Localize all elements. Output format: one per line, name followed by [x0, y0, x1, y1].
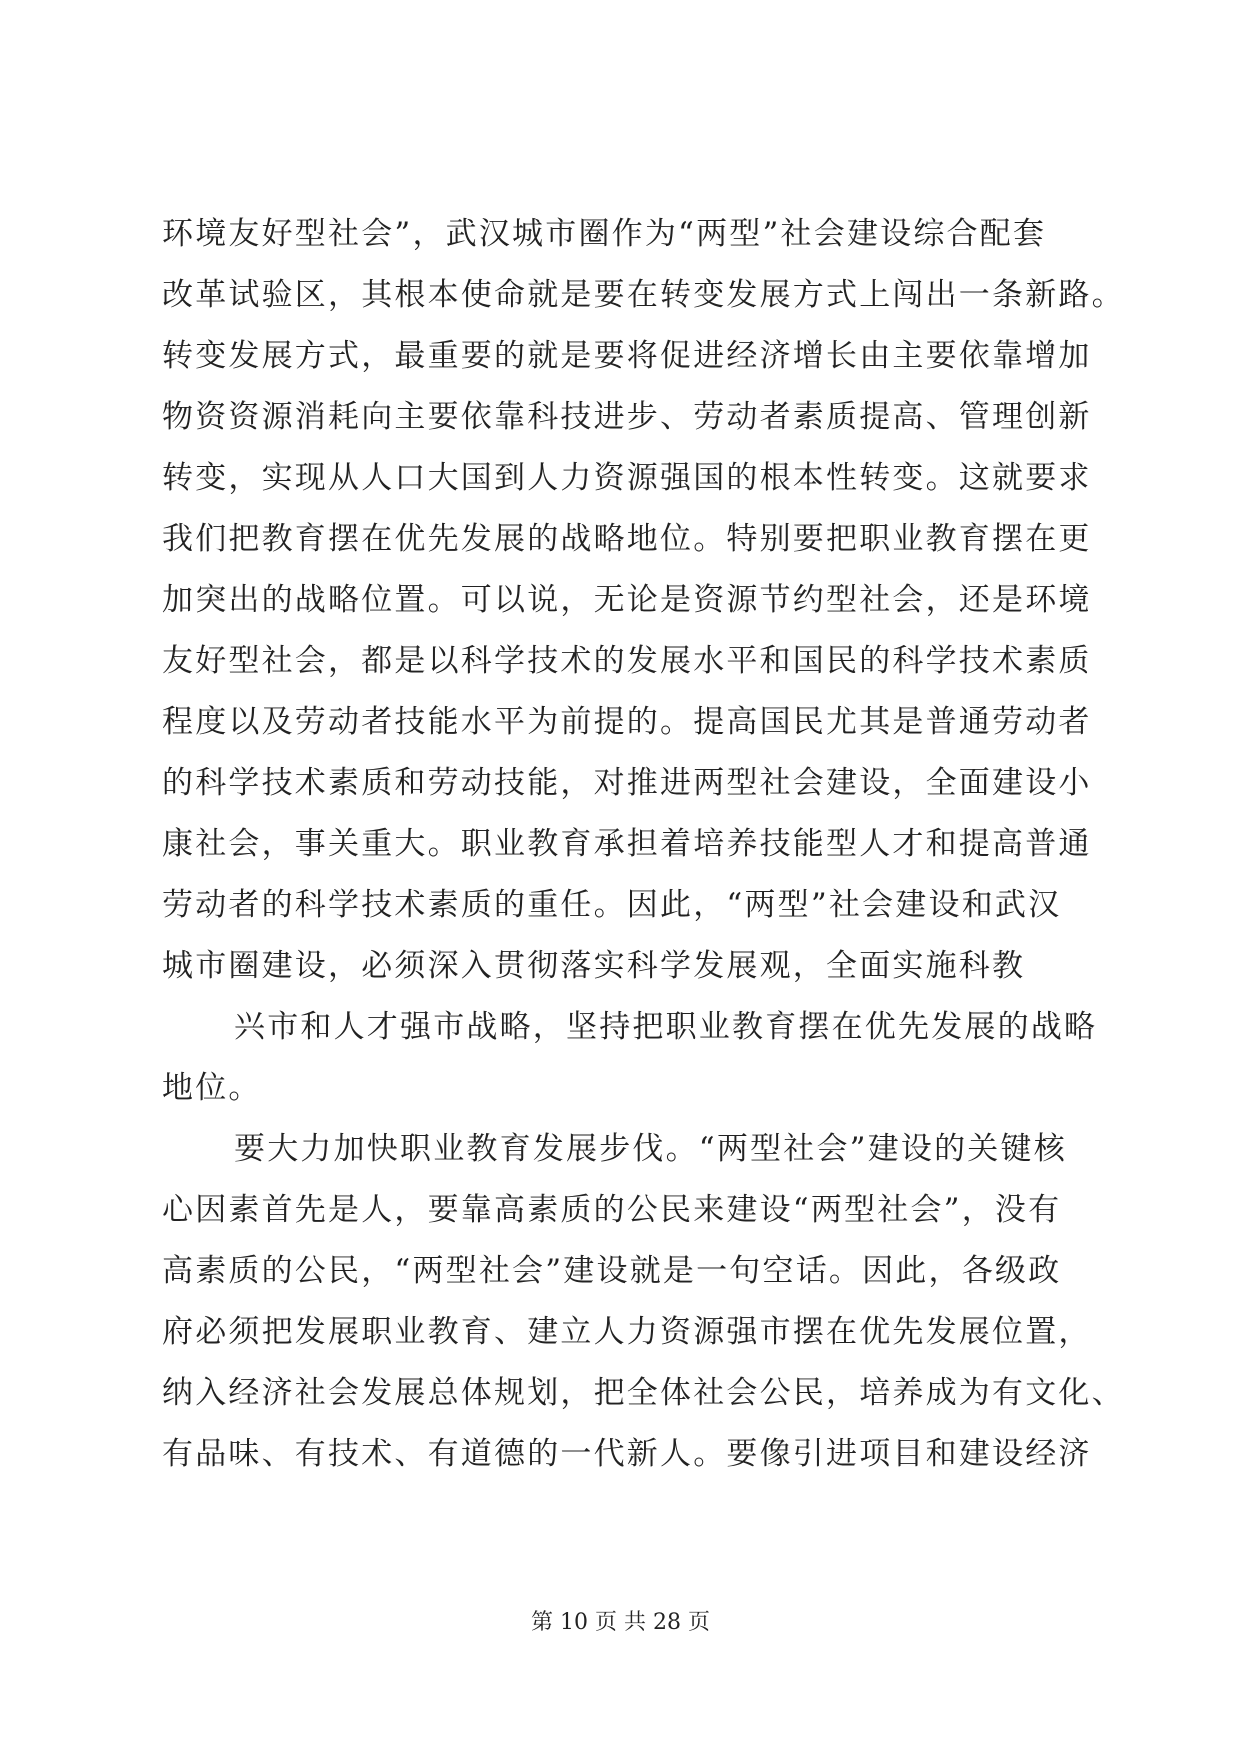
- text-line: 劳动者的科学技术素质的重任。因此，“两型”社会建设和武汉: [162, 887, 1062, 923]
- text-line: 我们把教育摆在优先发展的战略地位。特别要把职业教育摆在更: [162, 521, 1092, 557]
- text-line: 转变发展方式，最重要的就是要将促进经济增长由主要依靠增加: [162, 338, 1092, 374]
- text-line: 程度以及劳动者技能水平为前提的。提高国民尤其是普通劳动者: [162, 704, 1092, 740]
- text-line: 康社会，事关重大。职业教育承担着培养技能型人才和提高普通: [162, 826, 1092, 862]
- body-text: [162, 204, 1125, 1485]
- text-line: 转变，实现从人口大国到人力资源强国的根本性转变。这就要求: [162, 460, 1092, 496]
- text-line: 高素质的公民，“两型社会”建设就是一句空话。因此，各级政: [162, 1253, 1062, 1289]
- text-line: 有品味、有技术、有道德的一代新人。要像引进项目和建设经济: [162, 1436, 1092, 1472]
- text-line: 心因素首先是人，要靠高素质的公民来建设“两型社会”，没有: [162, 1192, 1062, 1228]
- text-line: 改革试验区，其根本使命就是要在转变发展方式上闯出一条新路。: [162, 277, 1125, 313]
- paragraph-first-line: 兴市和人才强市战略，坚持把职业教育摆在优先发展的战略: [234, 1009, 1098, 1045]
- page-number-footer: 第 10 页 共 28 页: [531, 1610, 710, 1635]
- text-line: 物资资源消耗向主要依靠科技进步、劳动者素质提高、管理创新: [162, 399, 1092, 435]
- text-line: 环境友好型社会”，武汉城市圈作为“两型”社会建设综合配套: [162, 216, 1047, 252]
- text-line: 府必须把发展职业教育、建立人力资源强市摆在优先发展位置，: [162, 1314, 1092, 1350]
- paragraph-first-line: 要大力加快职业教育发展步伐。“两型社会”建设的关键核: [234, 1131, 1067, 1167]
- text-line: 纳入经济社会发展总体规划，把全体社会公民，培养成为有文化、: [162, 1375, 1125, 1411]
- text-line: 的科学技术素质和劳动技能，对推进两型社会建设，全面建设小: [162, 765, 1092, 801]
- text-line: 城市圈建设，必须深入贯彻落实科学发展观，全面实施科教: [162, 948, 1026, 984]
- text-line: 地位。: [162, 1070, 262, 1106]
- text-line: 加突出的战略位置。可以说，无论是资源节约型社会，还是环境: [162, 582, 1092, 618]
- text-line: 友好型社会，都是以科学技术的发展水平和国民的科学技术素质: [162, 643, 1092, 679]
